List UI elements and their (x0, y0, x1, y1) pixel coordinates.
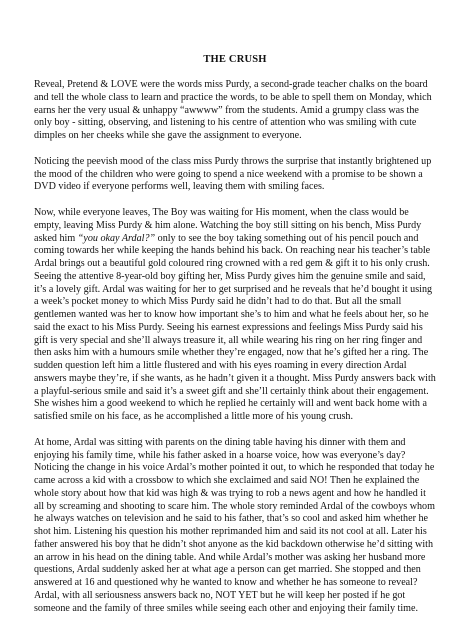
document-title: THE CRUSH (203, 54, 267, 65)
paragraph-4: At home, Ardal was sitting with parents on the dining table having his dinner with them and enjoying his family time, while his father asked in a hoarse voice, how was everyone’s day? Noticing the change in his voice Ardal’s mother pointed it out, to which he responded that today he came across a kid with a crossbow to which she exclaimed and said NO! Then he explained the whole story about how that kid was high & was trying to rob a news agent and how he handled it all by screaming and shooting to scare him. The whole story reminded Ardal of the cowboys whom he always watches on television and he said to his father, that’s so cool and asked him whether he shot him. Listening his question his mother reprimanded him and said its not cool at all. Later his father answered his boy that he didn’t shot anyone as the kid backdown otherwise he’d sitting with an arrow in his head on the dining table. And while Ardal’s mother was asking her husband more questions, Ardal suddenly asked her at what age a person can get married. She stopped and then answered at 16 and questioned why he wanted to know and whether he has someone to reveal? Ardal, with all seriousness answers back no, NOT YET but he will keep her posted if he got someone and the family of three smiles while seeing each other and enjoying their family time. (34, 436, 435, 614)
paragraph-3-text-a: Now, while everyone leaves, The Boy was waiting for His moment, when the class would be empty, leaving Miss Purdy & him alone. Watching the boy still sitting on his bench, Miss Purdy asked him (34, 207, 422, 244)
paragraph-1: Reveal, Pretend & LOVE were the words miss Purdy, a second-grade teacher chalks on the board and tell the whole class to learn and practice the words, to be able to spell them on Monday, which earns her the very usual & unhappy “awwww” from the students. Amid a grumpy class was the only boy - sitting, observing, and listening to his centre of attention who was smiling with cute dimples on her cheeks while she gave the assignment to everyone. (34, 79, 432, 141)
quoted-question: “you okay Ardal?” (77, 232, 156, 244)
paragraph-2: Noticing the peevish mood of the class miss Purdy throws the surprise that instantly brightened up the mood of the children who were going to spend a nice weekend with a promise to be shown a DVD video if everyone performs well, leaving them with smiling faces. (34, 155, 432, 193)
paragraph-3 (34, 207, 436, 424)
paragraph-3-text-b: only to see the boy taking something out of his pencil pouch and coming towards her while keeping the hands behind his back. On reaching near his teacher’s table Ardal brings out a beautiful gold coloured ring crowned with a red gem & gift it to his only crush. Seeing the attentive 8-year-old boy gifting her, Miss Purdy gives him the genuine smile and said, it’s a lovely gift. Ardal was waiting for her to get surprised and he reveals that he’d bought it using a week’s pocket money to which Miss Purdy said he didn’t had to do that. But all the small gentlemen wanted was her to know how important she’s to him and what he feels about her, so he said the exact to his Miss Purdy. Seeing his earnest expressions and feelings Miss Purdy said his gift is very special and she’ll always treasure it, all while wearing his ring on her ring finger and then asks him with a humours smile whether they’re engaged, now that he’s gifted her a ring. The sudden question left him a little flustered and with his eyes roaming in every direction Ardal answers maybe they’re, if she wants, as he hadn’t given it a thought. Miss Purdy answers back with a playful-serious smile and said it’s a sweet gift and she’ll certainly think about their engagement. She wishes him a good weekend to which he replied he certainly will and went back home with a satisfied smile on his face, as he accomplished a little more of his young crush. (34, 232, 436, 422)
